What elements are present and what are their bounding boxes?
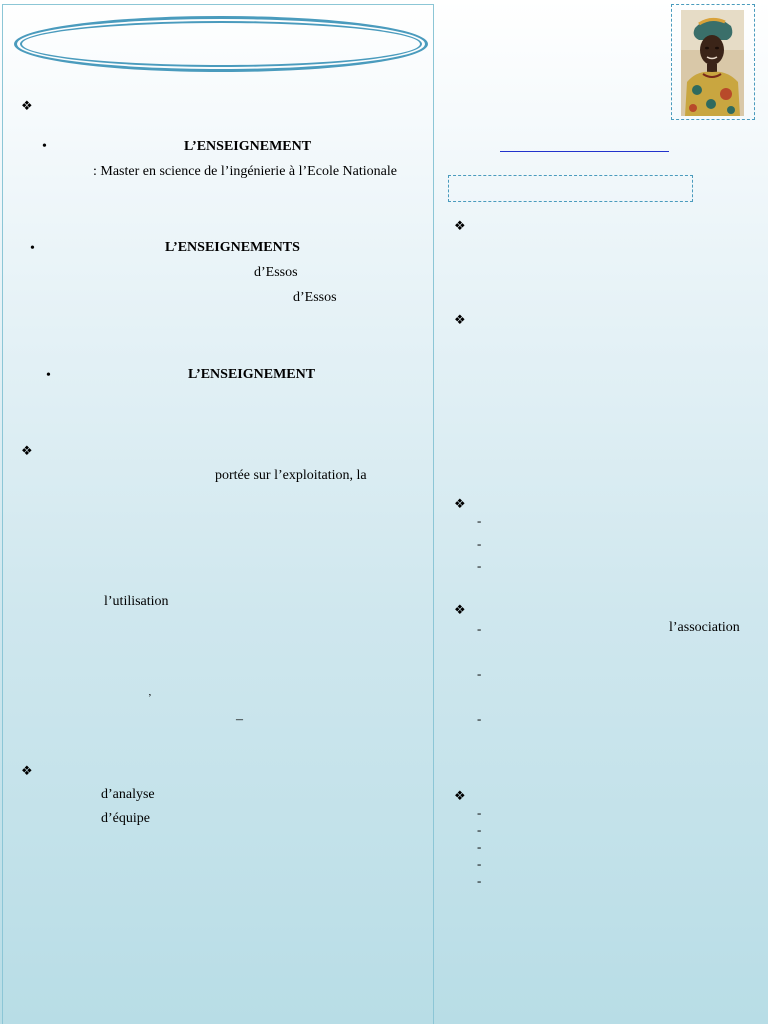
formation-2-line-2: d’Essos <box>293 290 337 305</box>
section-formation-marker: ❖ <box>21 98 33 113</box>
experience-mark-2: – <box>236 712 243 727</box>
competences-line-1: d’analyse <box>101 787 155 802</box>
profile-photo-image <box>681 10 744 116</box>
right-section-4-marker: ❖ <box>454 602 466 617</box>
right-section-3-dash-3: - <box>477 558 482 573</box>
right-section-5-dash-5: - <box>477 873 482 888</box>
right-section-4-dash-2: - <box>477 666 482 681</box>
right-section-5-dash-3: - <box>477 839 482 854</box>
experience-text-2: l’utilisation <box>104 594 169 609</box>
association-text: l’association <box>669 620 740 635</box>
contact-link-underline[interactable] <box>500 151 669 152</box>
title-banner-oval-inner <box>20 21 422 67</box>
formation-bullet-2: • <box>30 241 35 256</box>
formation-2-heading: L’ENSEIGNEMENTS <box>165 240 300 255</box>
formation-2-line-1: d’Essos <box>254 265 298 280</box>
formation-bullet-3: • <box>46 368 51 383</box>
right-section-2-marker: ❖ <box>454 312 466 327</box>
profile-title-box <box>448 175 693 202</box>
left-column-border <box>2 4 434 1024</box>
right-section-5-dash-1: - <box>477 805 482 820</box>
right-section-5-dash-4: - <box>477 856 482 871</box>
right-section-1-marker: ❖ <box>454 218 466 233</box>
formation-3-heading: L’ENSEIGNEMENT <box>188 367 316 382</box>
formation-1-heading: L’ENSEIGNEMENT <box>184 139 312 154</box>
right-section-4-dash-1: - <box>477 621 482 636</box>
section-competences-marker: ❖ <box>21 763 33 778</box>
right-section-4-dash-3: - <box>477 711 482 726</box>
experience-text-1: portée sur l’exploitation, la <box>215 468 367 483</box>
right-section-5-dash-2: - <box>477 822 482 837</box>
right-section-3-dash-1: - <box>477 513 482 528</box>
section-experience-marker: ❖ <box>21 443 33 458</box>
formation-1-line: : Master en science de l’ingénierie à l’Ecole Nationale <box>93 164 397 179</box>
right-section-3-dash-2: - <box>477 536 482 551</box>
experience-mark-1: ’ <box>148 692 152 704</box>
formation-bullet-1: • <box>42 139 47 154</box>
right-section-3-marker: ❖ <box>454 496 466 511</box>
competences-line-2: d’équipe <box>101 811 150 826</box>
right-section-5-marker: ❖ <box>454 788 466 803</box>
profile-photo <box>681 10 744 116</box>
